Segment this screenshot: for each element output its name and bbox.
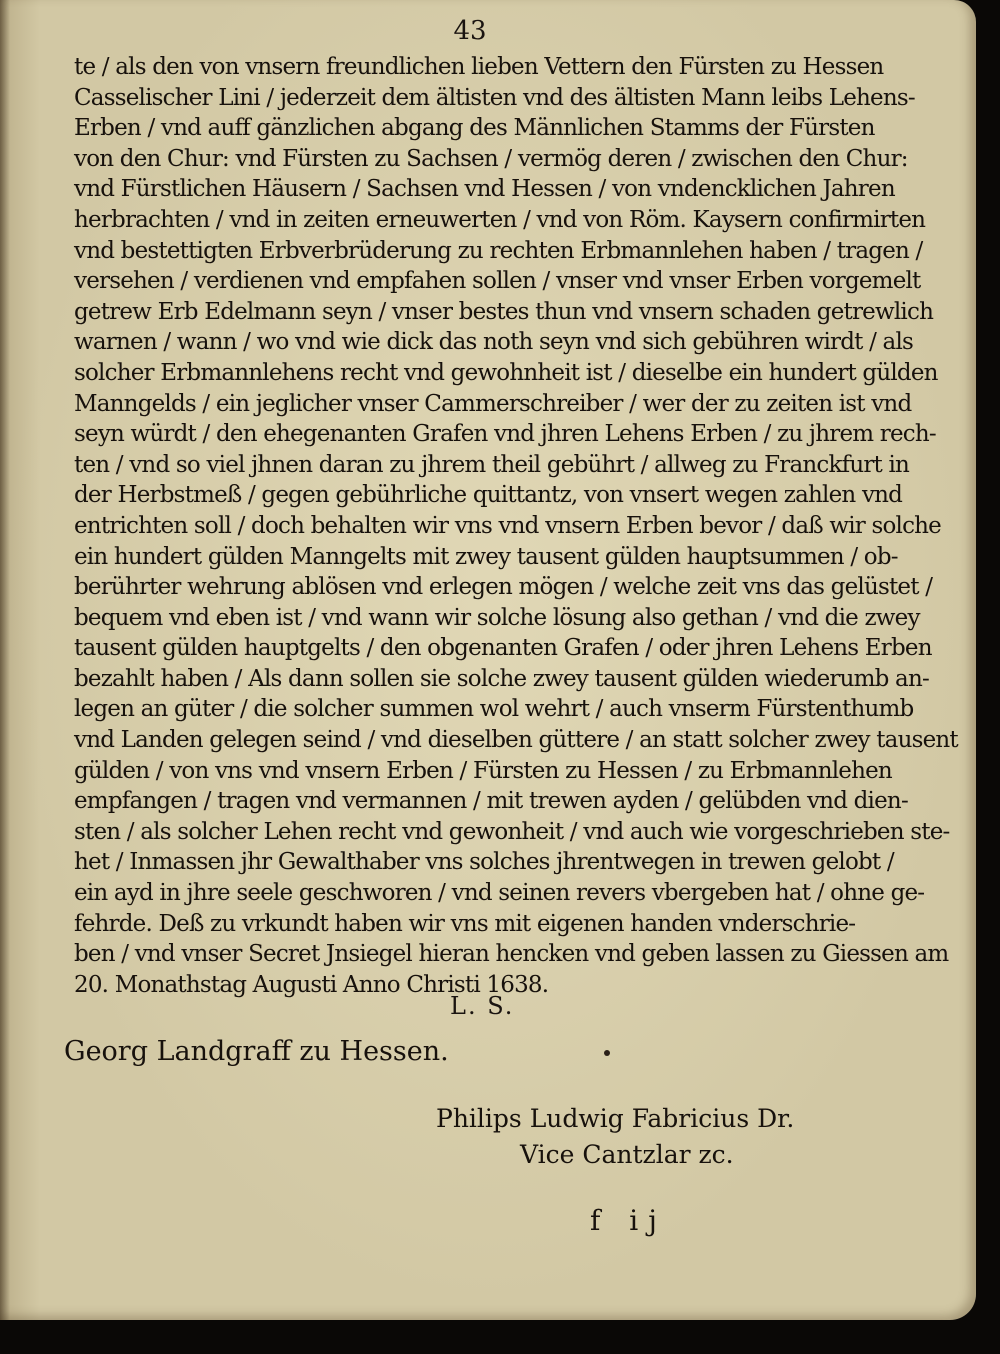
text-line: 20. Monathstag Augusti Anno Christi 1638. xyxy=(74,971,549,998)
text-line: vnd bestettigten Erbverbrüderung zu rechten Erbmannlehen haben / tragen / xyxy=(74,237,923,264)
signature-landgrave: Georg Landgraff zu Hessen. xyxy=(64,1036,449,1067)
signature-chancellor-title: Vice Cantzlar zc. xyxy=(520,1140,734,1169)
text-line: bezahlt haben / Als dann sollen sie solche zwey tausent gülden wiederumb an- xyxy=(74,665,929,692)
text-line: vnd Fürstlichen Häusern / Sachsen vnd Hessen / von vndencklichen Jahren xyxy=(74,176,895,203)
text-line: empfangen / tragen vnd vermannen / mit trewen ayden / gelübden vnd dien- xyxy=(74,788,908,815)
text-line: herbrachten / vnd in zeiten erneuwerten / vnd von Röm. Kaysern confirmirten xyxy=(74,206,926,233)
text-line: warnen / wann / wo vnd wie dick das noth seyn vnd sich gebühren wirdt / als xyxy=(74,329,914,356)
text-line: vnd Landen gelegen seind / vnd dieselben güttere / an statt solcher zwey tausent xyxy=(74,727,958,754)
text-line: der Herbstmeß / gegen gebührliche quittantz, von vnsert wegen zahlen vnd xyxy=(74,482,903,509)
text-line: solcher Erbmannlehens recht vnd gewohnheit ist / dieselbe ein hundert gülden xyxy=(74,359,938,386)
seal-mark: L. S. xyxy=(450,992,515,1020)
text-line: tausent gülden hauptgelts / den obgenanten Grafen / oder jhren Lehens Erben xyxy=(74,635,932,662)
text-line: fehrde. Deß zu vrkundt haben wir vns mit eigenen handen vnderschrie- xyxy=(74,910,856,937)
text-line: entrichten soll / doch behalten wir vns vnd vnsern Erben bevor / daß wir solche xyxy=(74,512,941,539)
text-line: Erben / vnd auff gänzlichen abgang des Männlichen Stamms der Fürsten xyxy=(74,115,875,142)
text-line: Casselischer Lini / jederzeit dem ältisten vnd des ältisten Mann leibs Lehens- xyxy=(74,84,915,111)
text-line: gülden / von vns vnd vnsern Erben / Fürsten zu Hessen / zu Erbmannlehen xyxy=(74,757,892,784)
ink-dot xyxy=(604,1050,610,1056)
text-line: ein ayd in jhre seele geschworen / vnd seinen revers vbergeben hat / ohne ge- xyxy=(74,880,925,907)
text-line: berührter wehrung ablösen vnd erlegen mögen / welche zeit vns das gelüstet / xyxy=(74,574,933,601)
text-line: seyn würdt / den ehegenanten Grafen vnd jhren Lehens Erben / zu jhrem rech- xyxy=(74,421,936,448)
text-line: ein hundert gülden Manngelts mit zwey tausent gülden hauptsummen / ob- xyxy=(74,543,898,570)
body-text xyxy=(74,52,958,1000)
text-line: bequem vnd eben ist / vnd wann wir solche lösung also gethan / vnd die zwey xyxy=(74,604,920,631)
signature-chancellor-name: Philips Ludwig Fabricius Dr. xyxy=(436,1104,795,1133)
text-line: Manngelds / ein jeglicher vnser Cammerschreiber / wer der zu zeiten ist vnd xyxy=(74,390,912,417)
text-line: het / Inmassen jhr Gewalthaber vns solches jhrentwegen in trewen gelobt / xyxy=(74,849,894,876)
text-line: sten / als solcher Lehen recht vnd gewonheit / vnd auch wie vorgeschrieben ste- xyxy=(74,818,950,845)
text-line: ten / vnd so viel jhnen daran zu jhrem theil gebührt / allweg zu Franckfurt in xyxy=(74,451,910,478)
text-line: ben / vnd vnser Secret Jnsiegel hieran hencken vnd geben lassen zu Giessen am xyxy=(74,941,949,968)
text-line: getrew Erb Edelmann seyn / vnser bestes thun vnd vnsern schaden getrewlich xyxy=(74,298,934,325)
page-number: 43 xyxy=(453,16,487,46)
text-line: legen an güter / die solcher summen wol wehrt / auch vnserm Fürstenthumb xyxy=(74,696,914,723)
text-line: te / als den von vnsern freundlichen lieben Vettern den Fürsten zu Hessen xyxy=(74,54,884,80)
text-line: von den Chur: vnd Fürsten zu Sachsen / vermög deren / zwischen den Chur: xyxy=(74,145,908,172)
text-line: versehen / verdienen vnd empfahen sollen / vnser vnd vnser Erben vorgemelt xyxy=(74,268,921,295)
binding-shadow xyxy=(0,0,10,1320)
signature-catchword: f ij xyxy=(590,1204,667,1237)
